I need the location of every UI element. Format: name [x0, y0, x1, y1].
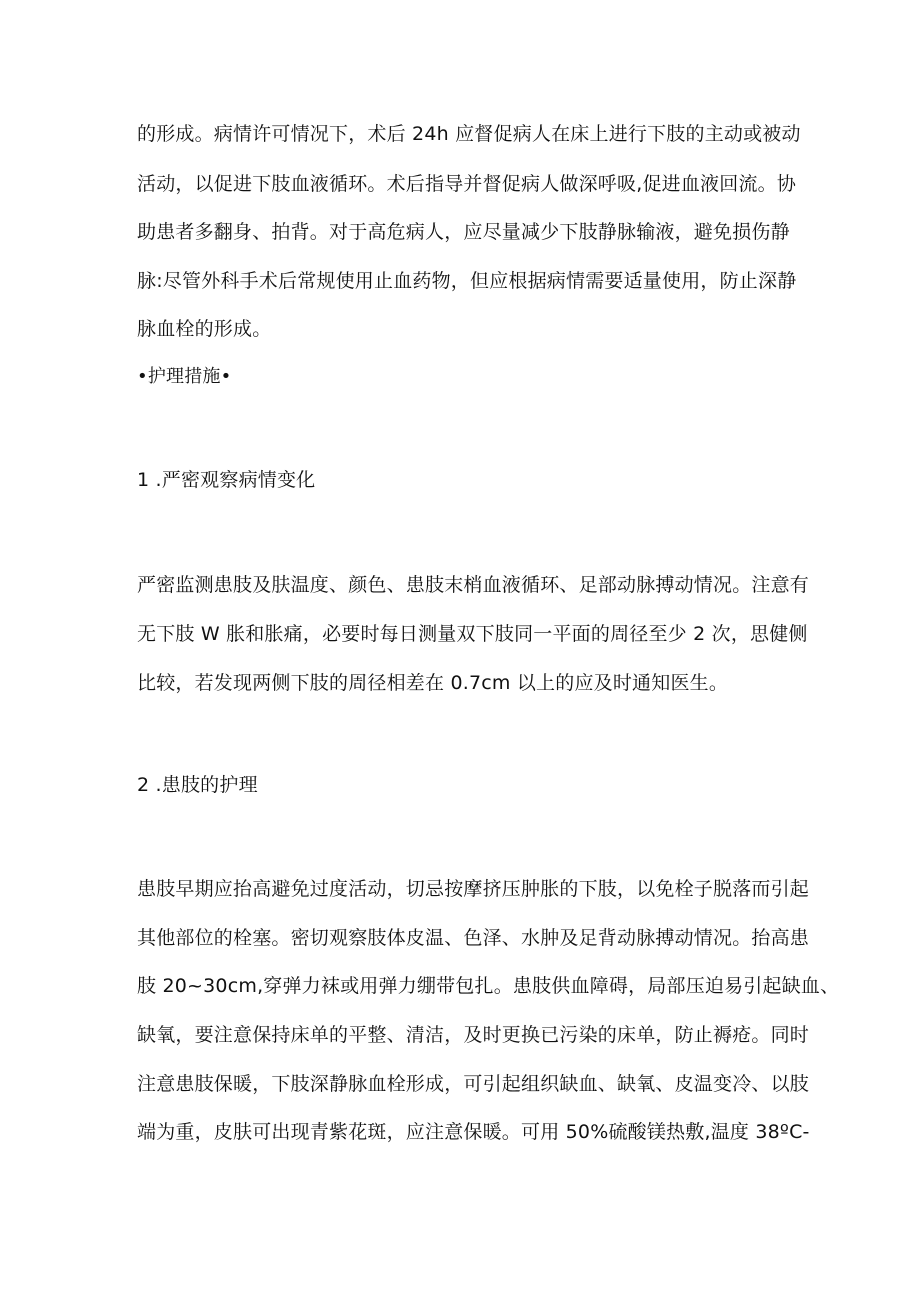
item-2-line-4: 缺氧，要注意保持床单的平整、清洁，及时更换已污染的床单，防止褥疮。同时 [137, 1024, 810, 1046]
item-2-line-2: 其他部位的栓塞。密切观察肢体皮温、色泽、水肿及足背动脉搏动情况。抬高患 [137, 927, 810, 949]
paragraph-1-line-3: 助患者多翻身、拍背。对于高危病人，应尽量减少下肢静脉输液，避免损伤静 [137, 221, 790, 243]
paragraph-1-line-5: 脉血栓的形成。 [137, 318, 272, 340]
item-2-line-3: 肢 20~30cm,穿弹力袜或用弹力绷带包扎。患肢供血障碍，局部压迫易引起缺血、 [137, 975, 840, 997]
item-2-line-5: 注意患肢保暖，下肢深静脉血栓形成，可引起组织缺血、缺氧、皮温变冷、以肢 [137, 1073, 810, 1095]
item-2-line-6: 端为重，皮肤可出现青紫花斑，应注意保暖。可用 50%硫酸镁热敷,温度 38ºC- [137, 1121, 810, 1143]
paragraph-1-line-1: 的形成。病情许可情况下，术后 24h 应督促病人在床上进行下肢的主动或被动 [137, 123, 801, 145]
item-1-line-3: 比较，若发现两侧下肢的周径相差在 0.7cm 以上的应及时通知医生。 [137, 672, 729, 694]
item-2-line-1: 患肢早期应抬高避免过度活动，切忌按摩挤压肿胀的下肢，以免栓子脱落而引起 [137, 878, 810, 900]
item-1-heading: 1 .严密观察病情变化 [137, 469, 316, 491]
paragraph-1-line-4: 脉:尽管外科手术后常规使用止血药物，但应根据病情需要适量使用，防止深静 [137, 270, 797, 292]
item-1-line-1: 严密监测患肢及肤温度、颜色、患肢末梢血液循环、足部动脉搏动情况。注意有 [137, 574, 810, 596]
item-2-heading: 2 .患肢的护理 [137, 774, 258, 796]
section-title: •护理措施• [137, 366, 232, 387]
paragraph-1-line-2: 活动，以促进下肢血液循环。术后指导并督促病人做深呼吸,促进血液回流。协 [137, 173, 797, 195]
item-1-line-2: 无下肢 W 胀和胀痛，必要时每日测量双下肢同一平面的周径至少 2 次，思健侧 [137, 623, 808, 645]
